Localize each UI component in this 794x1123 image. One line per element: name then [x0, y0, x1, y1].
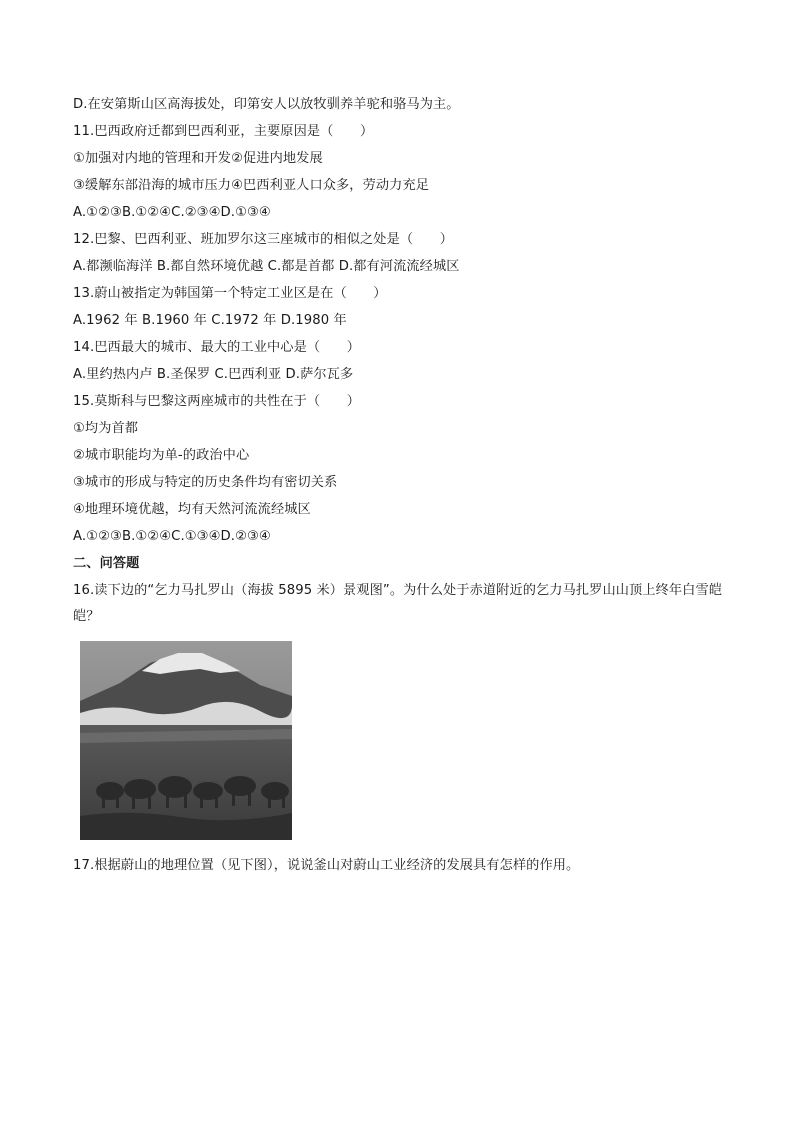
question-15-statement-4: ④地理环境优越，均有天然河流流经城区	[73, 502, 311, 517]
question-17: 17.根据蔚山的地理位置（见下图），说说釜山对蔚山工业经济的发展具有怎样的作用。	[73, 858, 580, 873]
question-13: 13.蔚山被指定为韩国第一个特定工业区是在（ ）	[73, 286, 387, 301]
question-11-options: A.①②③B.①②④C.②③④D.①③④	[73, 205, 271, 220]
question-15-options: A.①②③B.①②④C.①③④D.②③④	[73, 529, 271, 544]
question-15-statement-1: ①均为首都	[73, 421, 139, 436]
question-14-options: A.里约热内卢 B.圣保罗 C.巴西利亚 D.萨尔瓦多	[73, 367, 354, 382]
question-13-options: A.1962 年 B.1960 年 C.1972 年 D.1980 年	[73, 313, 347, 328]
question-14: 14.巴西最大的城市、最大的工业中心是（ ）	[73, 340, 361, 355]
question-12-options: A.都濒临海洋 B.都自然环境优越 C.都是首都 D.都有河流流经城区	[73, 259, 460, 274]
question-16: 16.读下边的“乞力马扎罗山（海拔 5895 米）景观图”。为什么处于赤道附近的乞力马扎罗山山顶上终年白雪皑皑？	[73, 583, 723, 624]
question-15-statement-2: ②城市职能均为单-的政治中心	[73, 448, 250, 463]
kilimanjaro-image	[80, 641, 292, 840]
option-d-line: D.在安第斯山区高海拔处，印第安人以放牧驯养羊驼和骆马为主。	[73, 97, 460, 112]
question-12: 12.巴黎、巴西利亚、班加罗尔这三座城市的相似之处是（ ）	[73, 232, 454, 247]
question-11-statement-1: ①加强对内地的管理和开发②促进内地发展	[73, 151, 323, 166]
question-11: 11.巴西政府迁都到巴西利亚，主要原因是（ ）	[73, 124, 374, 139]
kilimanjaro-photo	[80, 641, 292, 840]
question-11-statement-2: ③缓解东部沿海的城市压力④巴西利亚人口众多，劳动力充足	[73, 178, 430, 193]
question-15-statement-3: ③城市的形成与特定的历史条件均有密切关系	[73, 475, 338, 490]
question-15: 15.莫斯科与巴黎这两座城市的共性在于（ ）	[73, 394, 361, 409]
section-heading: 二、问答题	[73, 556, 140, 571]
